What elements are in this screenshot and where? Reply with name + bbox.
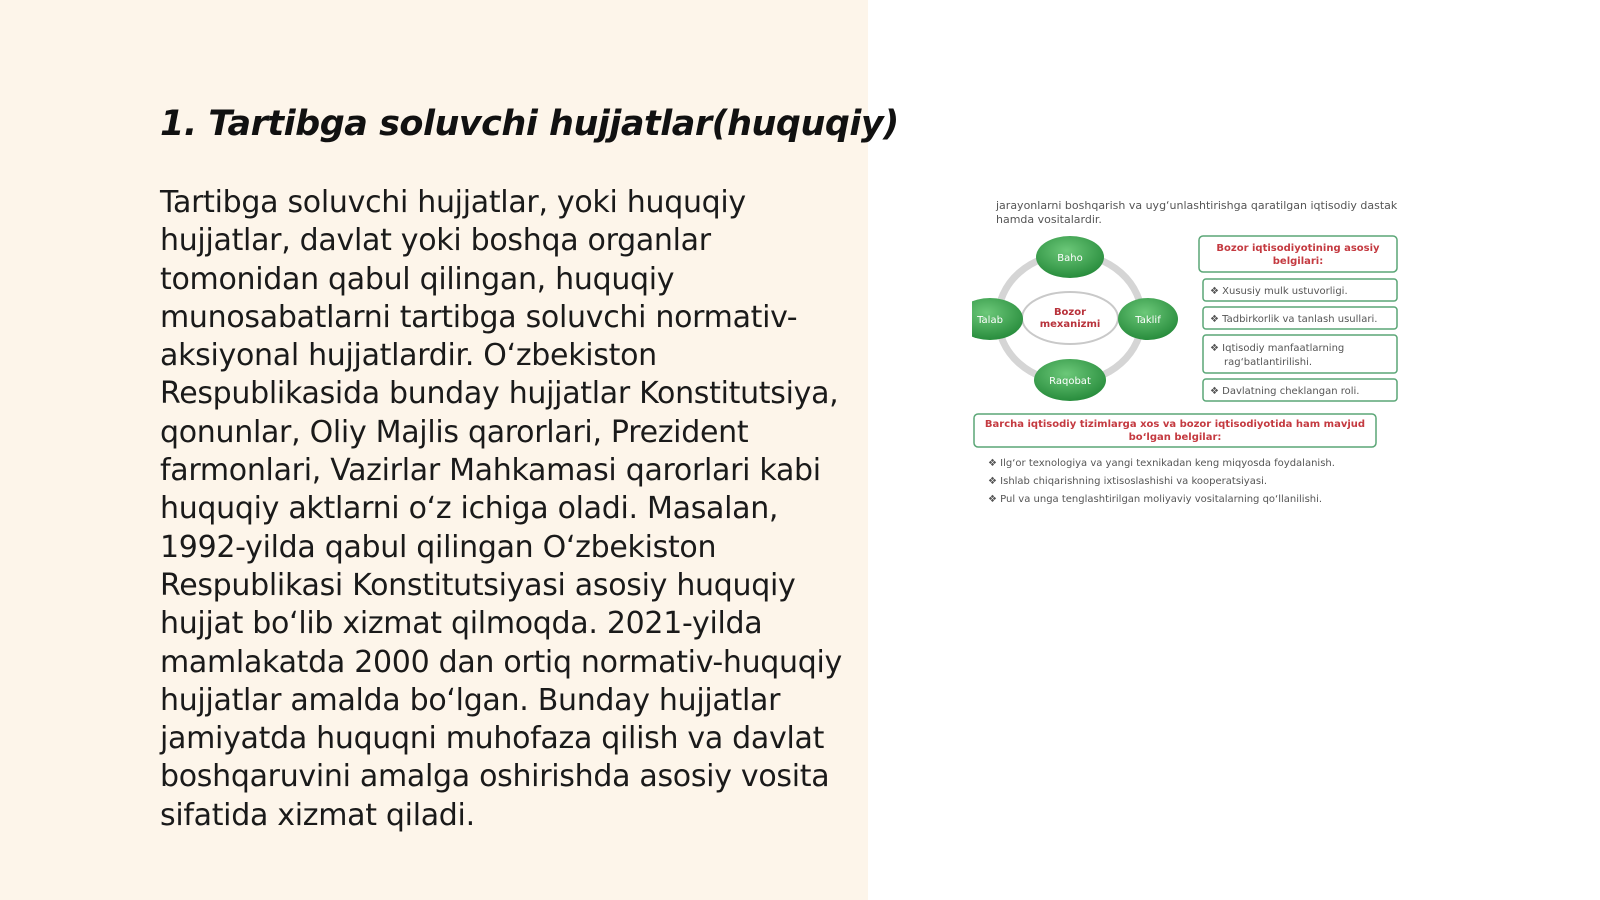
cycle-node-talab-label: Talab <box>977 315 1003 326</box>
market-cycle-diagram <box>972 236 1178 401</box>
common-title-line-1: Barcha iqtisodiy tizimlarga xos va bozor iqtisodiyotida ham mavjud <box>984 419 1366 430</box>
feature-item-3-line-2: rag‘batlantirilishi. <box>1224 357 1313 368</box>
cycle-node-raqobat-label: Raqobat <box>1049 376 1091 387</box>
feature-item-3-line-1: ❖ Iqtisodiy manfaatlarning <box>1210 343 1345 354</box>
common-title-line-2: bo‘lgan belgilar: <box>1128 432 1222 443</box>
common-features-section <box>974 414 1376 505</box>
feature-item-2: ❖ Tadbirkorlik va tanlash usullari. <box>1210 314 1378 325</box>
diamond-bullet-icon: ❖ <box>1210 386 1223 397</box>
features-title-line-2: belgilari: <box>1272 256 1324 267</box>
feature-item-4: ❖ Davlatning cheklangan roli. <box>1210 386 1360 397</box>
market-mechanism-figure <box>972 196 1432 510</box>
common-item-3: ❖ Pul va unga tenglashtirilgan moliyaviy vositalarning qo‘llanilishi. <box>988 494 1323 505</box>
diamond-bullet-icon: ❖ <box>1210 343 1223 354</box>
diamond-bullet-icon: ❖ <box>988 458 1001 469</box>
market-features-box <box>1199 236 1397 401</box>
diamond-bullet-icon: ❖ <box>1210 286 1223 297</box>
figure-caption-line-2: hamda vositalardir. <box>996 213 1102 226</box>
slide-title: 1. Tartibga soluvchi hujjatlar(huquqiy) <box>160 104 899 144</box>
cycle-node-baho-label: Baho <box>1057 253 1083 264</box>
cycle-center-label-2: mexanizmi <box>1039 319 1101 330</box>
slide-body-text: Tartibga soluvchi hujjatlar, yoki huquqiy hujjatlar, davlat yoki boshqa organlar tomonidan qabul qilingan, huquqiy munosabatlarni tartibga soluvchi normativ-aksiyonal hujjatlardir. O‘zbekiston Respublikasida bunday hujjatlar Konstitutsiya, qonunlar, Oliy Majlis qarorlari, Prezident farmonlari, Vazirlar Mahkamasi qarorlari kabi huquqiy aktlarni o‘z ichiga oladi. Masalan, 1992-yilda qabul qilingan O‘zbekiston Respublikasi Konstitutsiyasi asosiy huquqiy hujjat bo‘lib xizmat qilmoqda. 2021-yilda mamlakatda 2000 dan ortiq normativ-huquqiy hujjatlar amalda bo‘lgan. Bunday hujjatlar jamiyatda huquqni muhofaza qilish va davlat boshqaruvini amalga oshirishda asosiy vosita sifatida xizmat qiladi. <box>160 185 843 833</box>
common-item-1: ❖ Ilg‘or texnologiya va yangi texnikadan keng miqyosda foydalanish. <box>988 458 1335 469</box>
diamond-bullet-icon: ❖ <box>1210 314 1223 325</box>
diamond-bullet-icon: ❖ <box>988 494 1001 505</box>
figure-svg <box>972 196 1432 510</box>
features-title-line-1: Bozor iqtisodiyotining asosiy <box>1216 243 1380 254</box>
cycle-center-label-1: Bozor <box>1053 307 1087 318</box>
figure-caption-line-1: jarayonlarni boshqarish va uyg‘unlashtirishga qaratilgan iqtisodiy dastak <box>996 199 1398 212</box>
cycle-center <box>1022 292 1118 344</box>
cycle-node-taklif-label: Taklif <box>1135 315 1161 326</box>
common-item-2: ❖ Ishlab chiqarishning ixtisoslashishi va kooperatsiyasi. <box>988 476 1268 487</box>
feature-item-1: ❖ Xususiy mulk ustuvorligi. <box>1210 286 1348 297</box>
diamond-bullet-icon: ❖ <box>988 476 1001 487</box>
